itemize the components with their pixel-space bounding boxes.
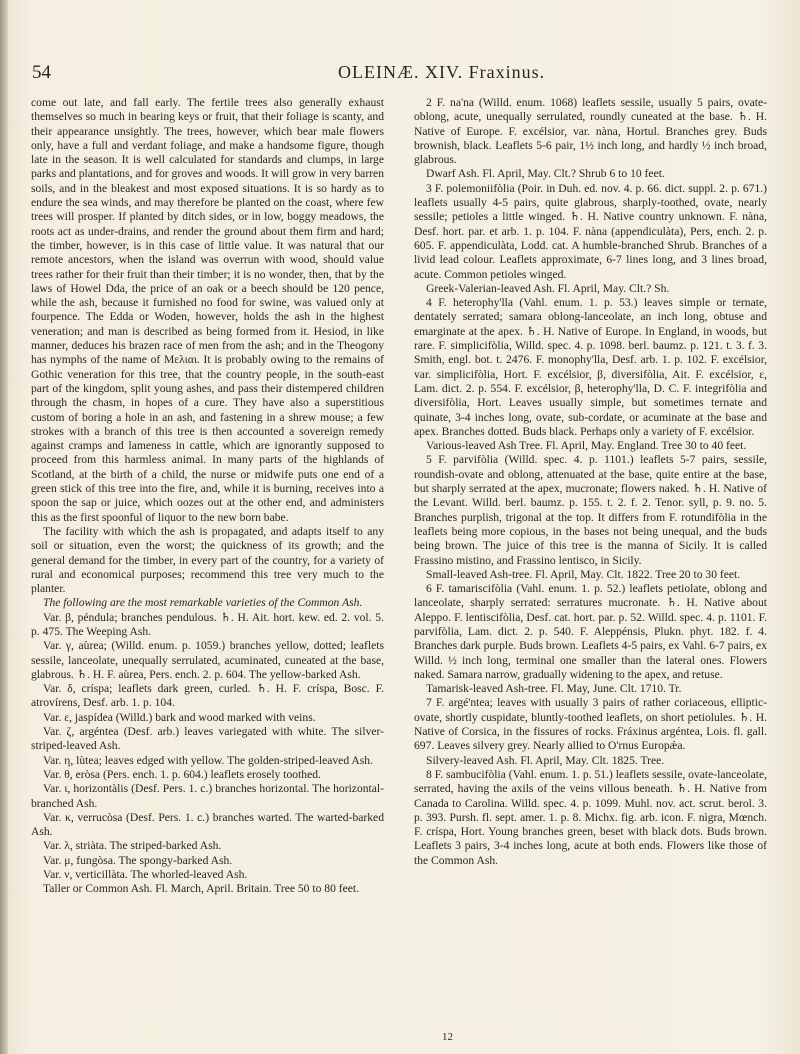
species-entry: 5 F. parvifòlia (Willd. spec. 4. p. 1101.) leaflets 5-7 pairs, sessile, roundish-ovate and oblong, attenuated at the base, quite entire at the base, but sharply serrated at the apex, mucronate; flowers naked. ♄. H. Native of the Levant. Willd. berl. baumz. p. 155. t. 2. f. 2. Tenor. syll, p. 9. no. 5. Branches purplish, trigonal at the top. It differs from F. rotundifòlia in the leaflets being more copious, in the bases not being unequal, and the buds being brown. The juice of this tree is the manna of Sicily. It is called Frassino mistino, and Frassino lentisco, in Sicily. [414, 453, 767, 567]
common-name-line: Tamarisk-leaved Ash-tree. Fl. May, June. Clt. 1710. Tr. [426, 682, 682, 696]
variety-entry: Var. η, lùtea; leaves edged with yellow. The golden-striped-leaved Ash. [43, 753, 373, 767]
variety-entry: Var. μ, fungòsa. The spongy-barked Ash. [43, 853, 233, 867]
variety-entry: Var. ζ, argéntea (Desf. arb.) leaves variegated with white. The silver-striped-leaved Ash. [31, 725, 384, 753]
variety-entry: Var. θ, eròsa (Pers. ench. 1. p. 604.) leaflets erosely toothed. [43, 767, 321, 781]
variety-entry: Var. ε, jaspídea (Willd.) bark and wood marked with veins. [43, 710, 316, 724]
left-column [31, 96, 384, 897]
common-name-line: Various-leaved Ash Tree. Fl. April, May. England. Tree 30 to 40 feet. [426, 439, 747, 453]
running-head: OLEINÆ. XIV. Fraxinus. [338, 62, 546, 82]
section-heading: The following are the most remarkable varieties of the Common Ash. [43, 596, 363, 610]
species-entry: 4 F. heterophy'lla (Vahl. enum. 1. p. 53.) leaves simple or ternate, dentately serrated; samara oblong-lanceolate, an inch long, obtuse and emarginate at the apex. ♄. H. Native of Europe. In England, in woods, but rare. F. simplicifòlia, Willd. spec. 4. p. 1098. berl. baumz. p. 121. t. 3. f. 3. Smith, engl. bot. t. 2476. F. monophy'lla, Desf. arb. 1. p. 102. F. excélsior, var. simplicifòlia, Hort. F. excélsior, β, diversifòlia, Ait. F. excélsior, ε, Lam. dict. 2. p. 554. F. excélsior, β, heterophy'lla, D. C. F. integrifòlia and diversifòlia, Hort. Leaves usually simple, but sometimes ternate and quinate, 3-4 inches long, ovate, sub-cordate, or acuminate at the base and apex. Branches dotted. Buds black. Perhaps only a variety of F. excélsior. [414, 296, 767, 438]
species-entry: 2 F. na'na (Willd. enum. 1068) leaflets sessile, usually 5 pairs, ovate-oblong, acute, unequally serrulated, roundly cuneated at the base. ♄. H. Native of Europe. F. excélsior, var. nàna, Hortul. Branches grey. Buds brownish, black. Leaflets 5-6 pair, 1½ inch long, and hardly ½ inch broad, glabrous. [414, 96, 767, 167]
common-name-line: Dwarf Ash. Fl. April, May. Clt.? Shrub 6 to 10 feet. [426, 167, 665, 181]
species-entry: 8 F. sambucifòlia (Vahl. enum. 1. p. 51.) leaflets sessile, ovate-lanceolate, serrated, having the axils of the veins villous beneath. ♄. H. Native from Canada to Carolina. Willd. spec. 4. p. 1099. Muhl. nov. act. scrut. berol. 3. p. 393. Pursh. fl. sept. amer. 1. p. 8. Michx. fig. arb. icon. F. nìgra, Mœnch. F. críspa, Hort. Young branches green, beset with black dots. Buds brown. Leaflets 3 pairs, 3-4 inches long, acute at both ends. Flowers like those of the Common Ash. [414, 767, 767, 867]
variety-entry: Var. γ, aùrea; (Willd. enum. p. 1059.) branches yellow, dotted; leaflets sessile, lanceolate, unequally serrulated, acuminated, cuneated at the base, glabrous. ♄. H. F. aùrea, Pers. ench. 2. p. 604. The yellow-barked Ash. [31, 639, 384, 681]
species-entry: 6 F. tamariscifòlia (Vahl. enum. 1. p. 52.) leaflets petiolate, oblong and lanceolate, sharply serrated: serratures mucronate. ♄. H. Native about Aleppo. F. lentiscifòlia, Desf. cat. hort. par. p. 52. Willd. spec. 4. p. 1101. F. parvifòlia, Lam. dict. 2. p. 540. F. Aleppénsis, Plukn. phyt. 182. f. 4. Branches dark purple. Buds brown. Leaflets 4-5 pairs, ex Vahl. 6-7 pairs, ex Willd. ½ inch long, terminal one smaller than the lateral ones. Flowers naked. Samara narrow, gradually widening to the apex, and retuse. [414, 582, 767, 681]
common-name-line: Silvery-leaved Ash. Fl. April, May. Clt. 1825. Tree. [426, 753, 665, 767]
common-name-line: Small-leaved Ash-tree. Fl. April, May. Clt. 1822. Tree 20 to 30 feet. [426, 567, 741, 581]
variety-entry: Var. κ, verrucòsa (Desf. Pers. 1. c.) branches warted. The warted-barked Ash. [31, 810, 384, 839]
variety-entry: Var. λ, striàta. The striped-barked Ash. [43, 839, 222, 853]
variety-entry: Var. δ, críspa; leaflets dark green, curled. ♄. H. F. críspa, Bosc. F. atrovírens, Desf. arb. 1. p. 104. [31, 682, 384, 710]
variety-entry: Var. ν, verticillàta. The whorled-leaved Ash. [43, 868, 248, 882]
page-number: 54 [32, 62, 51, 83]
right-column [414, 96, 767, 868]
variety-entry: Var. β, péndula; branches pendulous. ♄. H. Ait. hort. kew. ed. 2. vol. 5. p. 475. The Weeping Ash. [31, 610, 384, 638]
species-entry: 3 F. polemoniifòlia (Poir. in Duh. ed. nov. 4. p. 66. dict. suppl. 2. p. 671.) leaflets usually 4-5 pairs, quite glabrous, sharply-toothed, ovate, nearly sessile; petioles a little winged. ♄. H. Native country unknown. F. nàna, Desf. hort. par. et arb. 1. p. 104. F. nàna (appendiculàta), Pers, ench. 2. p. 605. F. appendiculàta, Lodd. cat. A humble-branched Shrub. Branches of a livid lead colour. Leaflets approximate, 6-7 lines long, and 3 lines broad, acute. Common petioles winged. [414, 181, 767, 281]
common-name-line: Taller or Common Ash. Fl. March, April. Britain. Tree 50 to 80 feet. [43, 882, 360, 896]
common-name-line: Greek-Valerian-leaved Ash. Fl. April, May. Clt.? Sh. [426, 281, 670, 295]
species-entry: 7 F. argé'ntea; leaves with usually 3 pairs of rather coriaceous, elliptic-ovate, shortly cuspidate, bluntly-toothed leaflets, on short petiolules. ♄. H. Native of Corsica, in the fissures of rocks. Fráxinus argéntea, Lois. fl. gall. 697. Leaves silvery grey. Nearly allied to O'rnus Europǽa. [414, 696, 767, 753]
page-header [0, 62, 800, 86]
signature-mark: 12 [442, 1031, 453, 1043]
paragraph: come out late, and fall early. The fertile trees also generally exhaust themselves so much in bearing keys or fruit, that their foliage is scanty, and their appearance unsightly. The trees, however, which bear male flowers only, have a full and verdant foliage, and make a handsome figure, though late in the season. It is well calculated for standards and clumps, in large parks and plantations, and for groves and woods. It will grow in very barren soils, and in the bleakest and most exposed situations. It is so hardy as to endure the sea winds, and may therefore be planted on the coast, where few trees will prosper. If planted by ditch sides, or in low, boggy meadows, the roots act as under-drains, and render the ground about them firm and hard; the timber, however, is in this case of little value. It was natural that our remote ancestors, when the island was overrun with wood, should value trees rather for their fruit than their timber; it is no wonder, then, that by the laws of Howel Dda, the price of an oak or a beech should be 120 pence, while the ash, because it furnished no food for swine, was valued only at fourpence. The Edda or Woden, however, holds the ash in the highest veneration; and man is described as being formed from it. Hesiod, in like manner, deduces his brazen race of men from the ash; and in the Theogony has nymphs of the name of Μελιαι. It is probably owing to the remains of Gothic veneration for this tree, that the country people, in the south-east part of the kingdom, split young ashes, and pass their distempered children through the chasm, in hopes of a cure. They have also a superstitious custom of boring a hole in an ash, and fastening in a shrew mouse; a few strokes with a branch of this tree is then accounted a sovereign remedy against cramps and lameness in cattle, which are ignorantly supposed to proceed from this harmless animal. In many parts of the highlands of Scotland, at the birth of a child, the nurse or midwife puts one end of a green stick of this tree into the fire, and, while it is burning, receives into a spoon the sap or juice, which oozes out at the other end, and administers this as the first spoonful of liquor to the new born babe. [31, 96, 384, 524]
variety-entry: Var. ι, horizontàlis (Desf. Pers. 1. c.) branches horizontal. The horizontal-branched Ash. [31, 782, 384, 810]
paragraph: The facility with which the ash is propagated, and adapts itself to any soil or situation, even the worst; the quickness of its growth; and the general demand for the timber, in every part of the country, for a variety of rural and economical purposes; recommend this tree very much to the planter. [31, 524, 384, 596]
binding-edge [0, 0, 8, 1054]
